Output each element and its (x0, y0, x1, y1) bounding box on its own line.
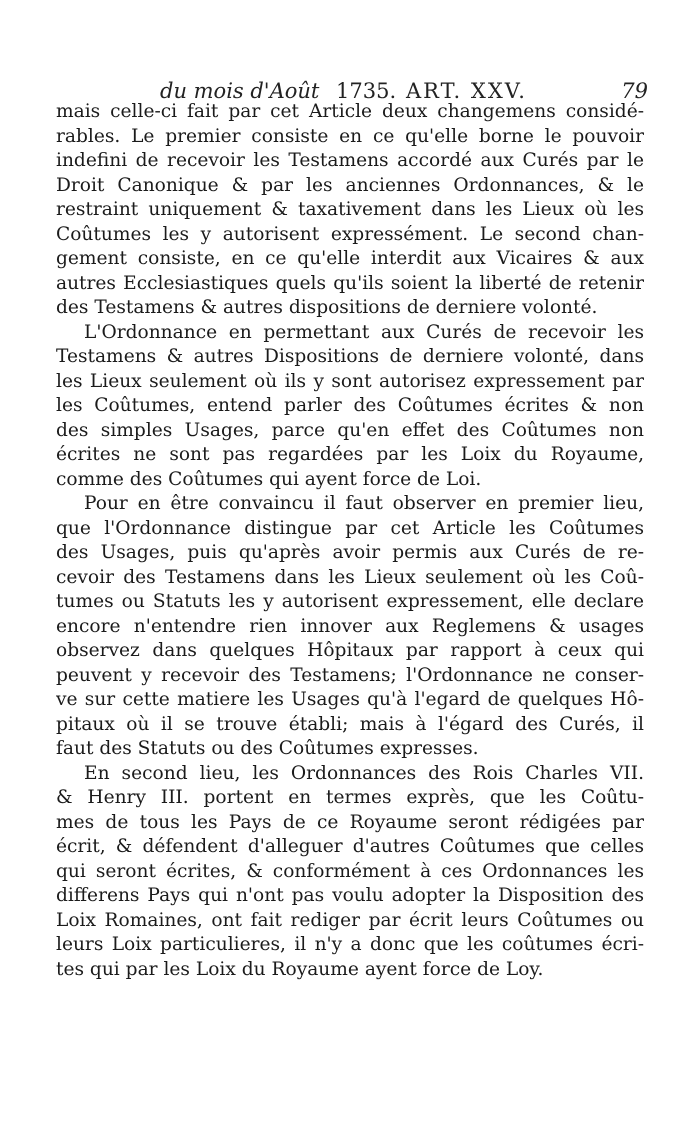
text-line: gement consiste, en ce qu'elle interdit aux Vicaires & aux (56, 248, 644, 269)
text-line: Droit Canonique & par les anciennes Ordonnances, & le (56, 174, 644, 196)
text-line: peuvent y recevoir des Testamens; l'Ordonnance ne conser- (56, 664, 644, 686)
text-line: des Usages, puis qu'après avoir permis aux Curés de re- (56, 542, 644, 563)
text-line: que l'Ordonnance distingue par cet Article les Coûtumes (56, 517, 644, 539)
text-line: autres Ecclesiastiques quels qu'ils soient la liberté de retenir (56, 272, 644, 294)
text-line: pitaux où il se trouve établi; mais à l'égard des Curés, il (56, 713, 644, 735)
text-line: Testamens & autres Dispositions de derniere volonté, dans (56, 346, 644, 367)
text-line: faut des Statuts ou des Coûtumes expresses. (56, 738, 479, 759)
text-line: cevoir des Testamens dans les Lieux seulement où les Coû- (56, 566, 644, 588)
paragraph (56, 100, 644, 321)
text-line: les Coûtumes, entend parler des Coûtumes écrites & non (56, 395, 644, 416)
text-line: Coûtumes les y autorisent expressément. Le second chan- (56, 223, 644, 245)
text-line: ve sur cette matiere les Usages qu'à l'egard de quelques Hô- (56, 689, 644, 710)
text-line: L'Ordonnance en permettant aux Curés de recevoir les (84, 321, 644, 343)
running-head-year: 1735. (336, 79, 397, 103)
text-line: differens Pays qui n'ont pas voulu adopter la Disposition des (56, 885, 644, 906)
text-line: observez dans quelques Hôpitaux par rapport à ceux qui (56, 640, 644, 661)
page-number: 79 (621, 79, 648, 103)
text-line: qui seront écrites, & conformément à ces Ordonnances les (56, 860, 644, 882)
text-line: restraint uniquement & taxativement dans les Lieux où les (56, 199, 644, 220)
text-line: mes de tous les Pays de ce Royaume seront rédigées par (56, 811, 644, 833)
paragraph (56, 492, 644, 762)
running-head-article: ART. XXV. (406, 79, 527, 103)
text-line: comme des Coûtumes qui ayent force de Loi. (56, 468, 482, 490)
text-line: indefini de recevoir les Testamens accordé aux Curés par le (56, 150, 644, 171)
paragraph (56, 762, 644, 983)
text-line: des Testamens & autres dispositions de derniere volonté. (56, 297, 598, 318)
text-line: leurs Loix particulieres, il n'y a donc que les coûtumes écri- (56, 934, 644, 955)
text-line: En second lieu, les Ordonnances des Rois Charles VII. (84, 762, 644, 784)
text-line: & Henry III. portent en termes exprès, que les Coûtu- (56, 787, 644, 808)
text-line: les Lieux seulement où ils y sont autorisez expressement par (56, 370, 644, 392)
text-body (56, 100, 644, 982)
text-line: rables. Le premier consiste en ce qu'elle borne le pouvoir (56, 125, 644, 147)
text-line: Loix Romaines, ont fait rediger par écrit leurs Coûtumes ou (56, 909, 644, 931)
text-line: des simples Usages, parce qu'en effet des Coûtumes non (56, 419, 644, 441)
text-line: mais celle-ci fait par cet Article deux changemens considé- (56, 101, 644, 122)
text-line: écrites ne sont pas regardées par les Loix du Royaume, (56, 444, 644, 465)
text-line: Pour en être convaincu il faut observer en premier lieu, (84, 493, 644, 514)
text-line: encore n'entendre rien innover aux Reglemens & usages (56, 615, 644, 637)
paragraph (56, 321, 644, 493)
text-line: écrit, & défendent d'alleguer d'autres Coûtumes que celles (56, 836, 644, 857)
text-line: tes qui par les Loix du Royaume ayent force de Loy. (56, 958, 544, 980)
text-line: tumes ou Statuts les y autorisent expressement, elle declare (56, 591, 644, 612)
running-head-title: du mois d'Août (160, 79, 320, 103)
